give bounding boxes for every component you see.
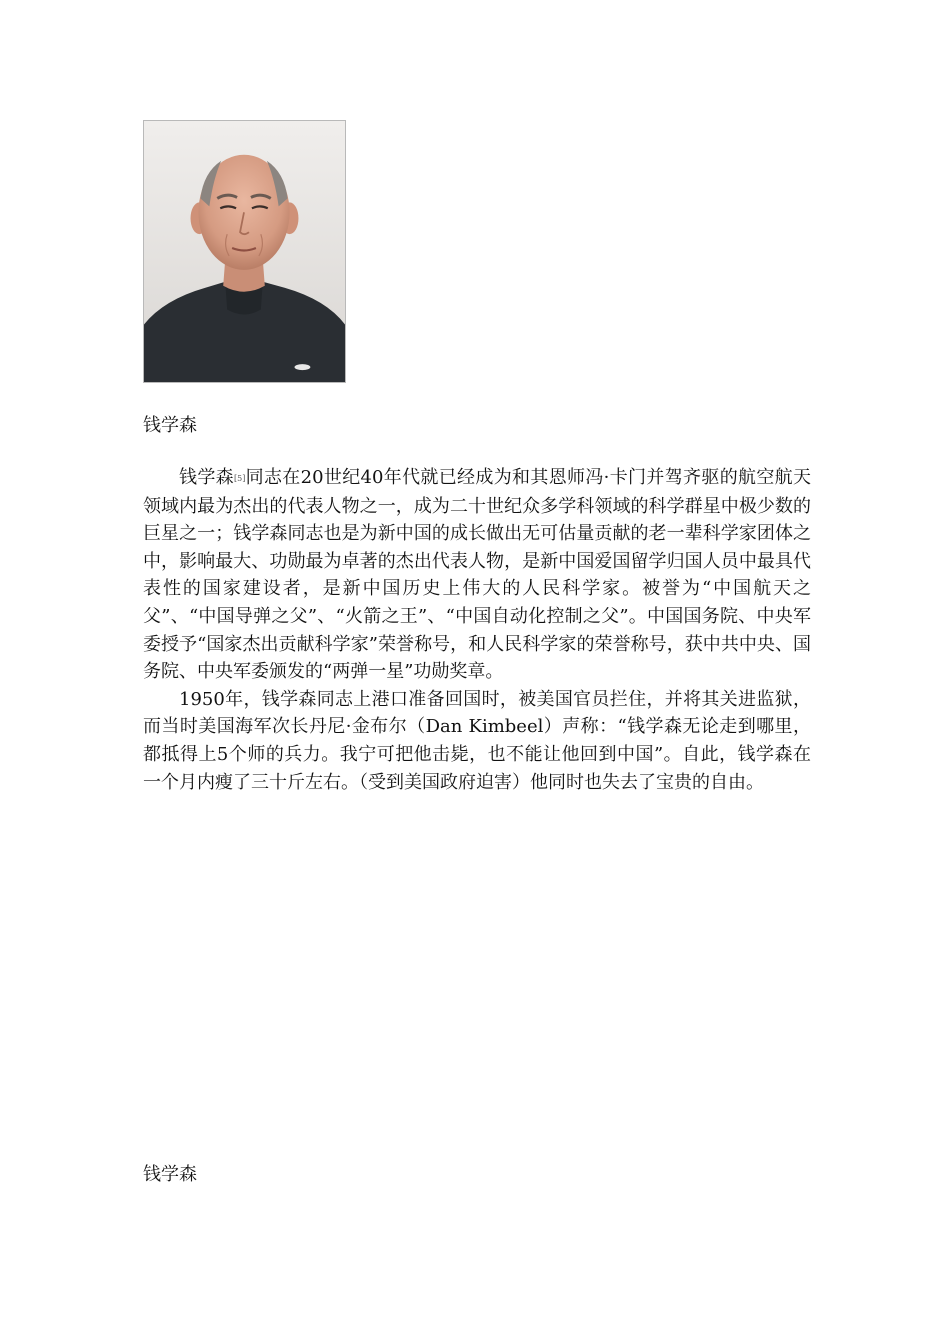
reference-link[interactable]: [5]	[233, 474, 246, 483]
portrait-photo	[143, 120, 346, 383]
bottom-caption: 钱学森	[143, 1164, 197, 1185]
paragraph-1-text: 同志在20世纪40年代就已经成为和其恩师冯·卡门并驾齐驱的航空航天领域内最为杰出的代表人物之一，成为二十世纪众多学科领域的科学群星中极少数的巨星之一；钱学森同志也是为新中国的成长做出无可估量贡献的老一辈科学家团体之中，影响最大、功勋最为卓著的杰出代表人物，是新中国爱国留学归国人员中最具代表性的国家建设者，是新中国历史上伟大的人民科学家。被誉为“中国航天之父”、“中国导弹之父”、“火箭之王”、“中国自动化控制之父”。中国国务院、中央军委授予“国家杰出贡献科学家”荣誉称号，和人民科学家的荣誉称号，获中共中央、国务院、中央军委颁发的“两弹一星”功勋奖章。	[143, 467, 811, 683]
article-body	[143, 464, 811, 796]
paragraph-2: 1950年，钱学森同志上港口准备回国时，被美国官员拦住，并将其关进监狱，而当时美国海军次长丹尼·金布尔（Dan Kimbeel）声称：“钱学森无论走到哪里，都抵得上5个师的兵力。我宁可把他击毙，也不能让他回到中国”。自此，钱学森在一个月内瘦了三十斤左右。（受到美国政府迫害）他同时也失去了宝贵的自由。	[143, 688, 811, 793]
paragraph-1	[143, 464, 811, 686]
paragraph-1-lead: 钱学森	[179, 467, 234, 488]
photo-caption: 钱学森	[143, 415, 197, 436]
